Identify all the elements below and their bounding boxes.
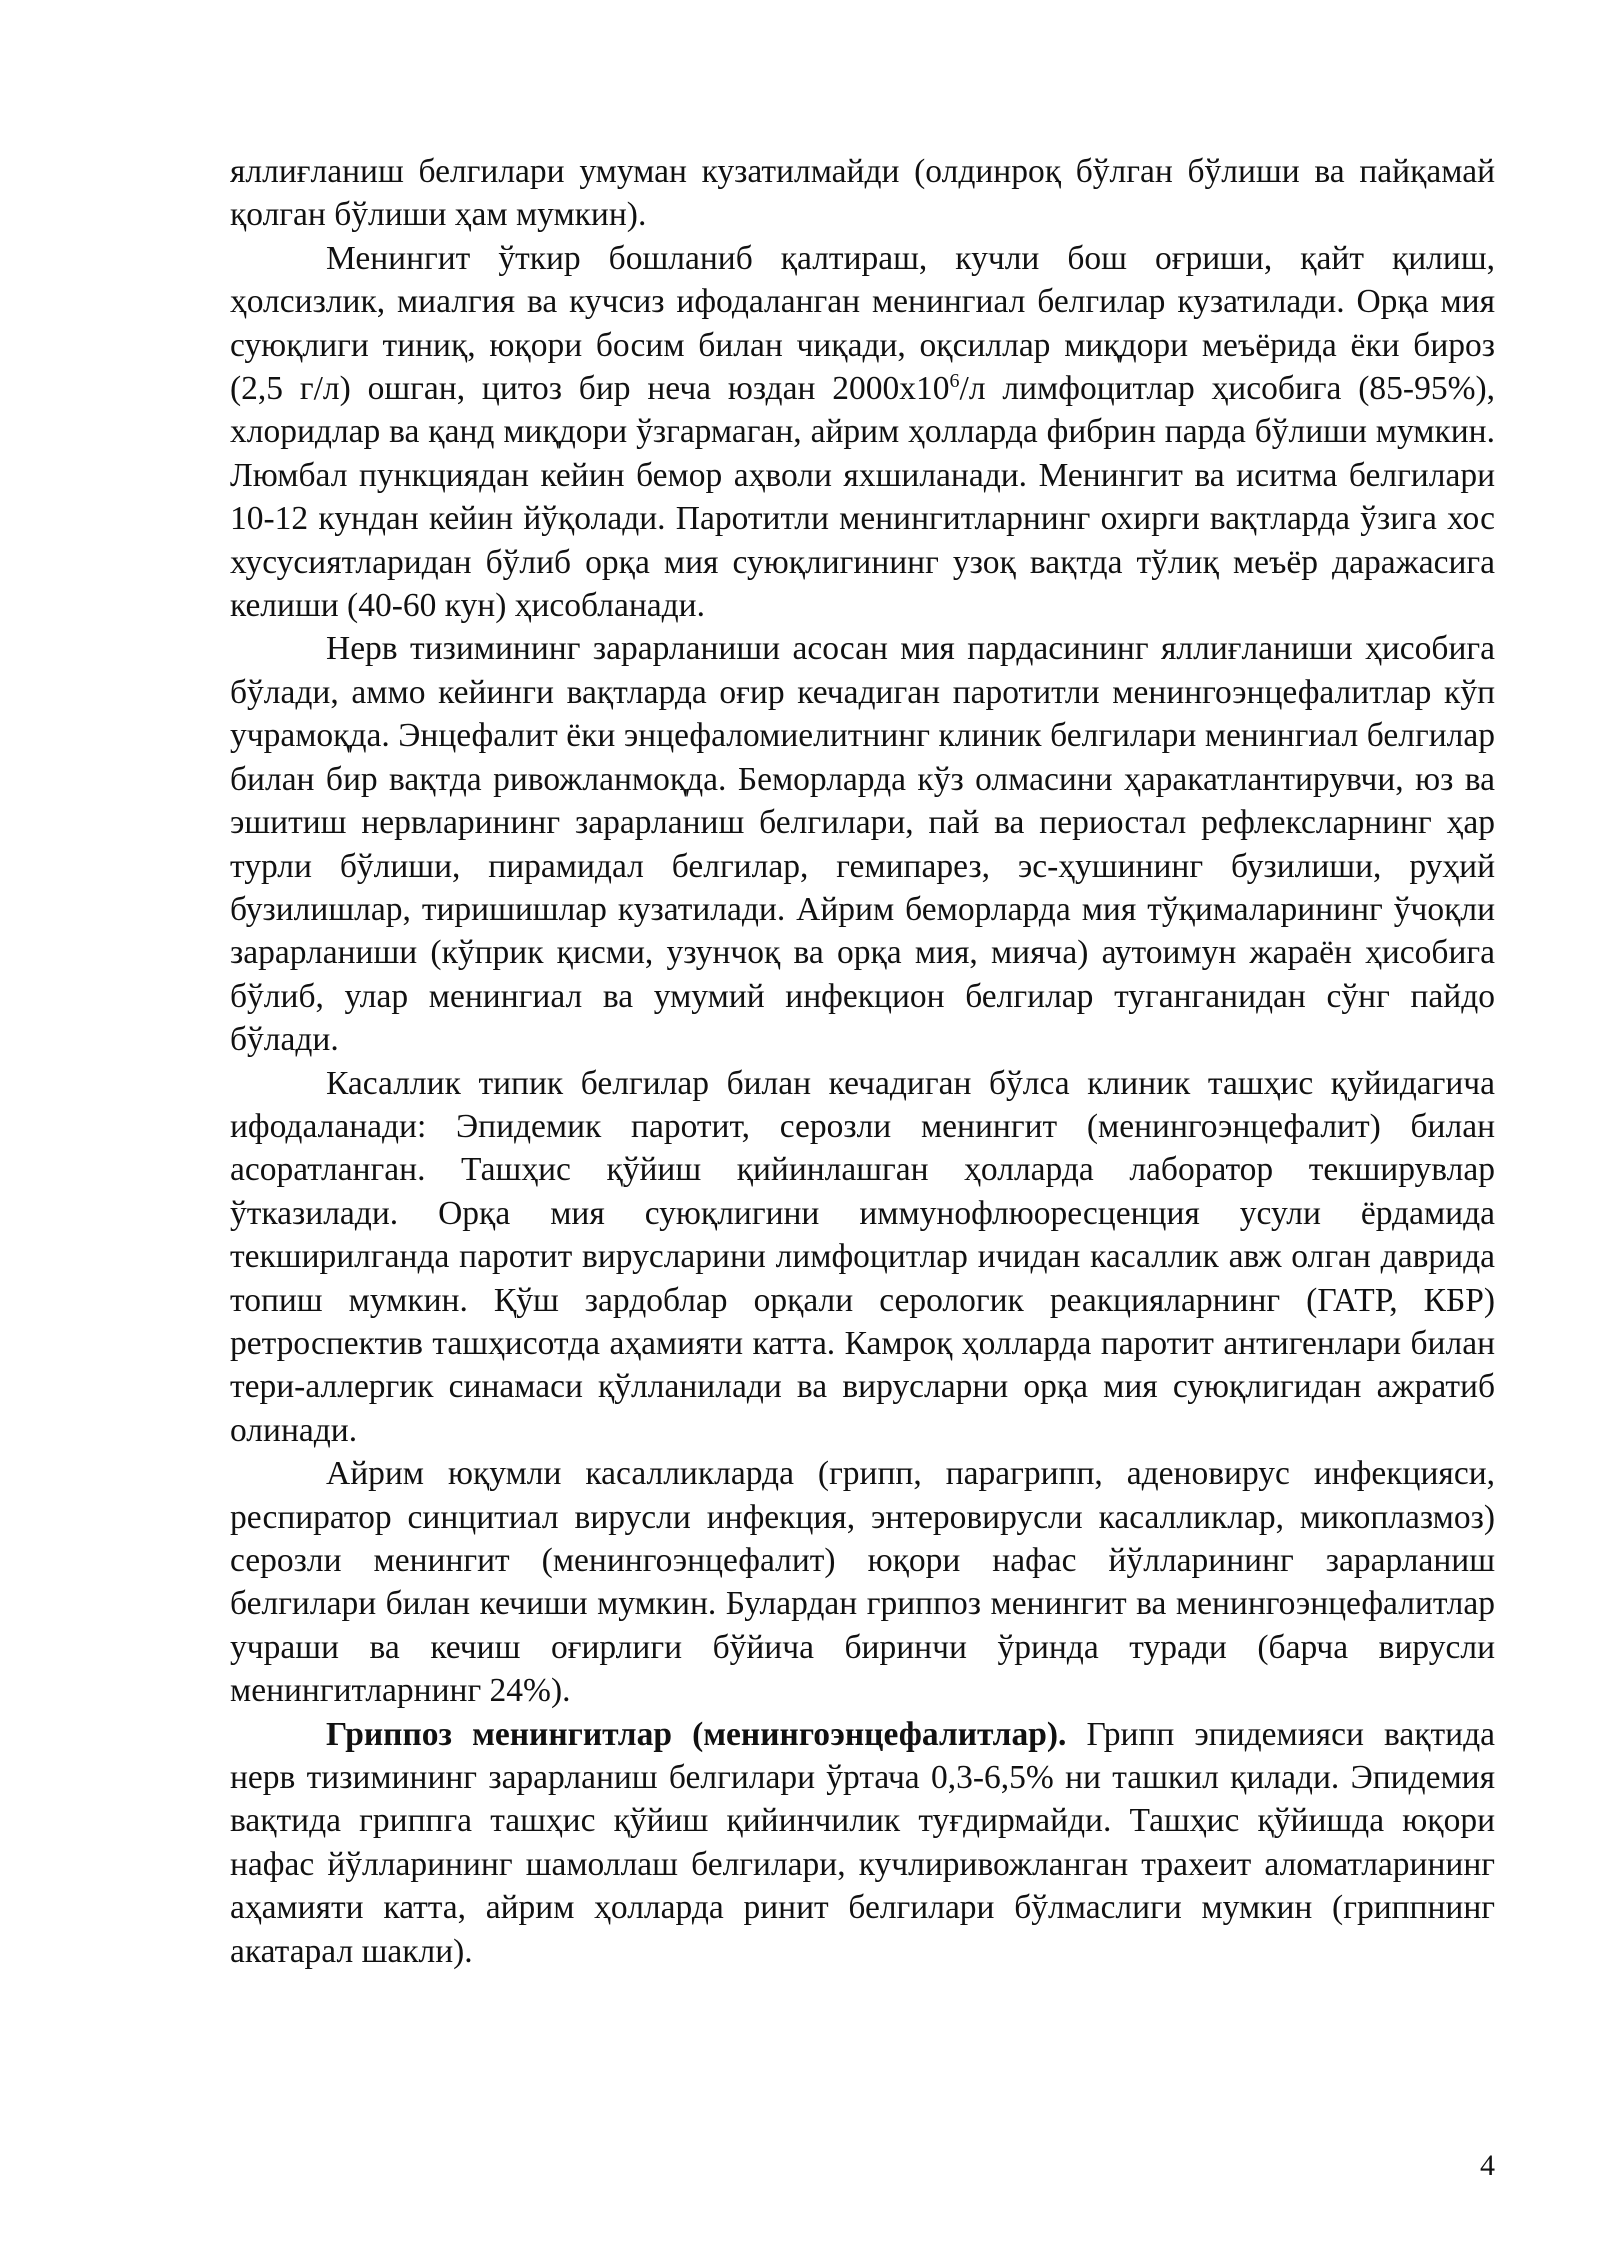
superscript-exponent: 6 bbox=[949, 369, 960, 392]
paragraph-4 bbox=[230, 1062, 1495, 1453]
paragraph-4-text: Касаллик типик белгилар билан кечадиган бўлса клиник ташҳис қуйидагича ифодаланади: Эпидемик паротит, серозли менингит (менингоэнцефалит) билан асоратланган. Ташҳис қўйиш қийинлашган ҳолларда лаборатор текширувлар ўтказилади. Орқа мия суюқлигини иммунофлюоресценция усули ёрдамида текширилганда паротит вирусларини лимфоцитлар ичидан касаллик авж олган даврида топиш мумкин. Қўш зардоблар орқали серологик реакцияларнинг (ГАТР, КБР) ретроспектив ташҳисотда аҳамияти катта. Камроқ ҳолларда паротит антигенлари билан тери-аллергик синамаси қўлланилади ва вирусларни орқа мия суюқлигидан ажратиб олинади. bbox=[230, 1064, 1495, 1449]
paragraph-6-text: Грипп эпидемияси вақтида нерв тизимининг зарарланиш белгилари ўртача 0,3-6,5% ни ташкил қилади. Эпидемия вақтида гриппга ташҳис қўйиш қийинчилик туғдирмайди. Ташҳис қўйишда юқори нафас йўлларининг шамоллаш белгилари, кучлиривожланган трахеит аломатларининг аҳамияти катта, айрим ҳолларда ринит белгилари бўлмаслиги мумкин (гриппнинг акатарал шакли). bbox=[230, 1715, 1495, 1970]
paragraph-1-text: яллиғланиш белгилари умуман кузатилмайди (олдинроқ бўлган бўлиши ва пайқамай қолган бўлиши ҳам мумкин). bbox=[230, 153, 1495, 234]
paragraph-6 bbox=[230, 1713, 1495, 1973]
paragraph-1 bbox=[230, 150, 1495, 237]
paragraph-5-text: Айрим юқумли касалликларда (грипп, парагрипп, аденовирус инфекцияси, респиратор синцитиал вирусли инфекция, энтеровирусли касалликлар, микоплазмоз) серозли менингит (менингоэнцефалит) юқори нафас йўлларининг зарарланиш белгилари билан кечиши мумкин. Булардан гриппоз менингит ва менингоэнцефалитлар учраши ва кечиш оғирлиги бўйича биринчи ўринда туради (барча вирусли менингитларнинг 24%). bbox=[230, 1455, 1495, 1710]
paragraph-2 bbox=[230, 237, 1495, 628]
paragraph-5 bbox=[230, 1452, 1495, 1712]
body-text bbox=[230, 150, 1495, 1973]
paragraph-3 bbox=[230, 627, 1495, 1061]
paragraph-2-text-end: /л лимфоцитлар ҳисобига (85-95%), хлоридлар ва қанд миқдори ўзгармаган, айрим ҳолларда фибрин парда бўлиши мумкин. Люмбал пункциядан кейин бемор аҳволи яхшиланади. Менингит ва иситма белгилари 10-12 кундан кейин йўқолади. Паротитли менингитларнинг охирги вақтларда ўзига хос хусусиятларидан бўлиб орқа мия суюқлигининг узоқ вақтда тўлиқ меъёр даражасига келиши (40-60 кун) ҳисобланади. bbox=[230, 370, 1496, 625]
paragraph-3-text: Нерв тизимининг зарарланиши асосан мия пардасининг яллиғланиши ҳисобига бўлади, аммо кейинги вақтларда оғир кечадиган паротитли менингоэнцефалитлар кўп учрамоқда. Энцефалит ёки энцефаломиелитнинг клиник белгилари менингиал белгилар билан бир вақтда ривожланмоқда. Беморларда кўз олмасини ҳаракатлантирувчи, юз ва эшитиш нервларининг зарарланиш белгилари, пай ва периостал рефлексларнинг ҳар турли бўлиши, пирамидал белгилар, гемипарез, эс-ҳушининг бузилиши, руҳий бузилишлар, тиришишлар кузатилади. Айрим беморларда мия тўқималарининг ўчоқли зарарланиши (кўприк қисми, узунчоқ ва орқа мия, мияча) аутоимун жараён ҳисобига бўлиб, улар менингиал ва умумий инфекцион белгилар туганганидан сўнг пайдо бўлади. bbox=[230, 630, 1495, 1059]
page-number: 4 bbox=[1480, 2149, 1495, 2182]
paragraph-2-text-start: Менингит ўткир бошланиб қалтираш, кучли бош оғриши, қайт қилиш, ҳолсизлик, миалгия ва кучсиз ифодаланган менингиал белгилар кузатилади. Орқа мия суюқлиги тиниқ, юқори босим билан чиқади, оқсиллар миқдори меъёрида ёки бироз (2,5 г/л) ошган, цитоз бир неча юздан 2000х10 bbox=[230, 239, 1495, 408]
section-heading-inline: Гриппоз менингитлар (менингоэнцефалитлар). bbox=[326, 1715, 1067, 1753]
